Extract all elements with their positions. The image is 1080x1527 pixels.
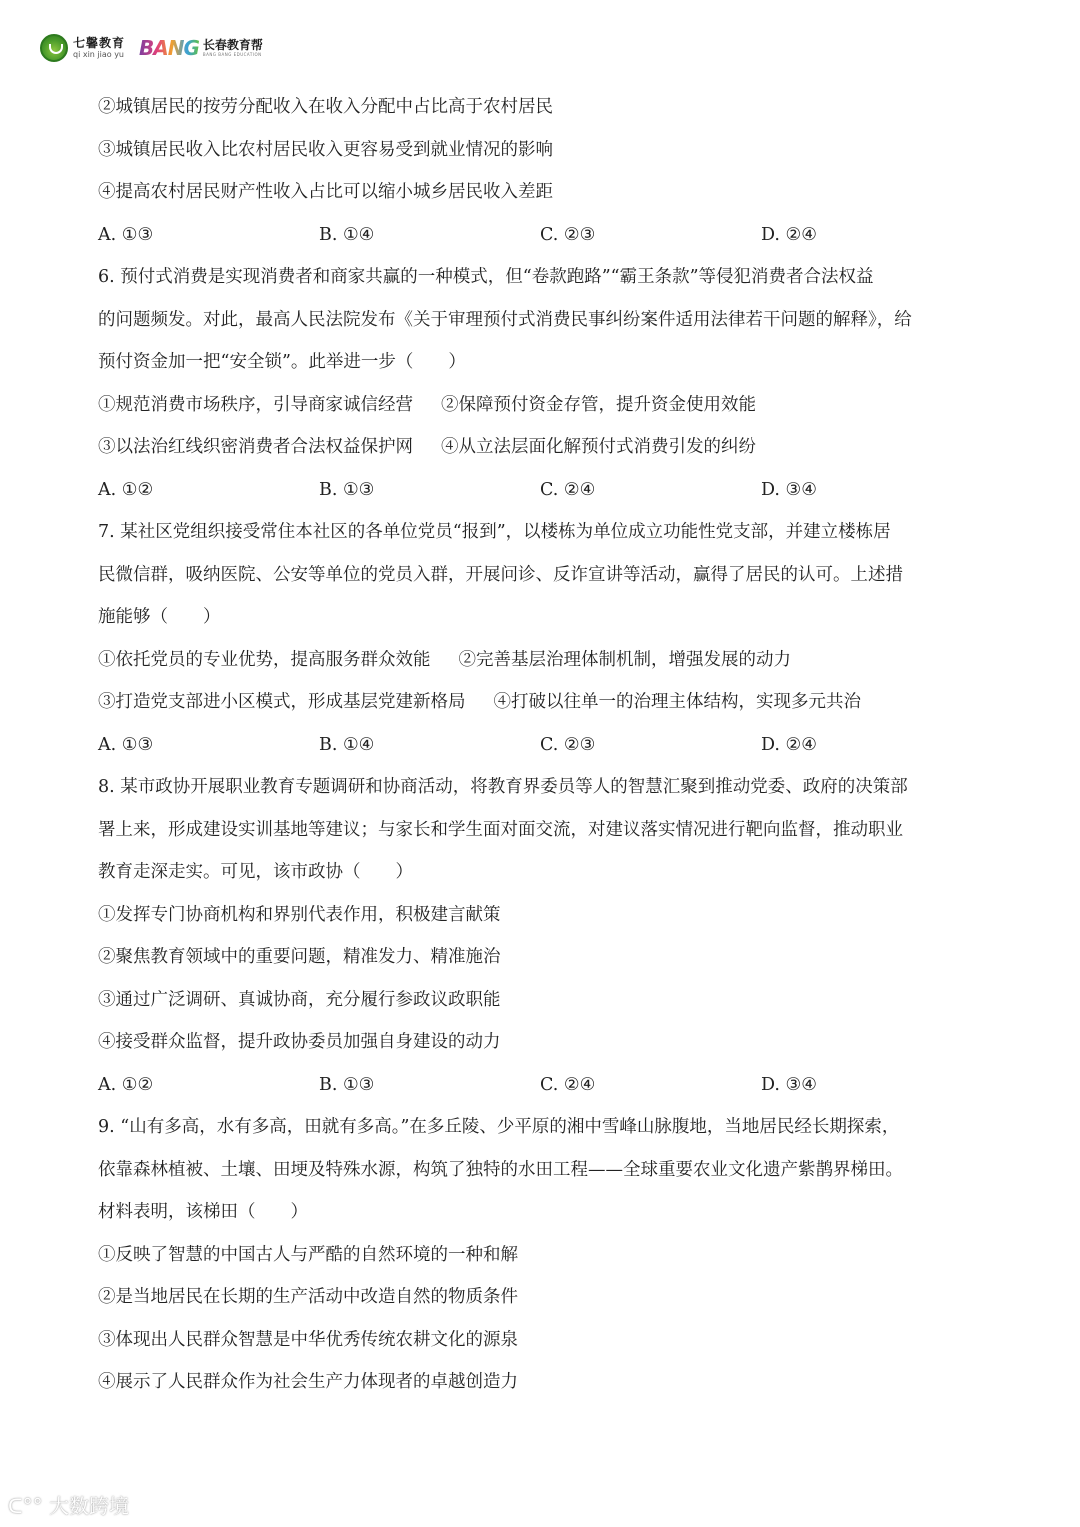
answer-d: D. ②④ (761, 734, 817, 755)
logo2-english-name: BANG BANG EDUCATION (202, 52, 262, 57)
option-1: ①依托党员的专业优势，提高服务群众效能 (98, 649, 431, 670)
option-line: ②聚焦教育领域中的重要问题，精准发力、精准施治 (98, 947, 501, 967)
option-2: ②完善基层治理体制机制，增强发展的动力 (458, 649, 791, 670)
question-stem: 的问题频发。对此，最高人民法院发布《关于审理预付式消费民事纠纷案件适用法律若干问题的解释》，给 (98, 309, 912, 330)
question-5 (98, 86, 988, 256)
option-3: ③以法治红线织密消费者合法权益保护网 (98, 437, 413, 457)
logo2-chinese-name: 长春教育帮 (202, 38, 263, 52)
question-7 (98, 511, 988, 766)
answer-a: A. ①③ (98, 224, 154, 245)
option-line: ③通过广泛调研、真诚协商，充分履行参政议政职能 (98, 989, 501, 1010)
question-stem: 依靠森林植被、土壤、田埂及特殊水源，构筑了独特的水田工程——全球重要农业文化遗产紫鹊界梯田。 (98, 1159, 903, 1180)
answer-choices (98, 214, 988, 257)
answer-choices (98, 1064, 988, 1107)
answer-d: D. ③④ (761, 1074, 817, 1095)
answer-a: A. ①② (98, 1074, 154, 1095)
option-2: ②保障预付资金存管，提升资金使用效能 (441, 394, 756, 415)
question-stem: 6. 预付式消费是实现消费者和商家共赢的一种模式，但“卷款跑路”“霸王条款”等侵犯消费者合法权益 (98, 267, 874, 287)
option-4: ④从立法层面化解预付式消费引发的纠纷 (441, 437, 756, 457)
option-4: ④打破以往单一的治理主体结构，实现多元共治 (493, 692, 861, 712)
answer-choices (98, 469, 988, 512)
question-stem: 9. “山有多高，水有多高，田就有多高。”在多丘陵、少平原的湘中雪峰山脉腹地，当地居民经长期探索， (98, 1117, 900, 1137)
watermark-text: 大数跨境 (48, 1494, 129, 1518)
answer-b: B. ①③ (319, 479, 375, 500)
answer-c: C. ②③ (540, 224, 596, 245)
option-pair (98, 426, 988, 469)
sprout-logo-icon (40, 34, 68, 62)
question-stem: 材料表明，该梯田（ ） (98, 1202, 308, 1222)
option-pair (98, 681, 988, 724)
answer-d: D. ③④ (761, 479, 817, 500)
bang-education-logo (139, 36, 263, 60)
answer-c: C. ②④ (540, 1074, 596, 1095)
answer-d: D. ②④ (761, 224, 817, 245)
question-stem: 署上来，形成建设实训基地等建议；与家长和学生面对面交流，对建议落实情况进行靶向监督，推动职业 (98, 819, 903, 840)
option-pair (98, 639, 988, 682)
option-line: ③体现出人民群众智慧是中华优秀传统农耕文化的源泉 (98, 1329, 518, 1350)
option-line: ④接受群众监督，提升政协委员加强自身建设的动力 (98, 1032, 501, 1052)
answer-choices (98, 724, 988, 767)
answer-a: A. ①② (98, 479, 154, 500)
answer-b: B. ①④ (319, 734, 375, 755)
question-stem: 7. 某社区党组织接受常住本社区的各单位党员“报到”，以楼栋为单位成立功能性党支部，并建立楼栋居 (98, 522, 891, 542)
option-line: ④提高农村居民财产性收入占比可以缩小城乡居民收入差距 (98, 182, 553, 202)
option-pair (98, 384, 988, 427)
logo1-chinese-name: 七馨教育 (73, 36, 126, 50)
logo1-pinyin: qi xin jiao yu (73, 50, 125, 59)
question-9 (98, 1106, 988, 1404)
page-header (40, 28, 263, 68)
bang-logo-mark: BANG (139, 36, 199, 60)
answer-a: A. ①③ (98, 734, 154, 755)
question-8 (98, 766, 988, 1106)
question-6 (98, 256, 988, 511)
qixin-education-logo (40, 34, 125, 62)
exam-content (98, 86, 988, 1404)
answer-c: C. ②④ (540, 479, 596, 500)
answer-c: C. ②③ (540, 734, 596, 755)
option-line: ①发挥专门协商机构和界别代表作用，积极建言献策 (98, 904, 501, 925)
option-line: ②是当地居民在长期的生产活动中改造自然的物质条件 (98, 1287, 518, 1307)
option-line: ③城镇居民收入比农村居民收入更容易受到就业情况的影响 (98, 139, 553, 160)
option-1: ①规范消费市场秩序，引导商家诚信经营 (98, 394, 413, 415)
question-stem: 预付资金加一把“安全锁”。此举进一步（ ） (98, 352, 466, 372)
question-stem: 教育走深走实。可见，该市政协（ ） (98, 862, 413, 882)
question-stem: 8. 某市政协开展职业教育专题调研和协商活动，将教育界委员等人的智慧汇聚到推动党委、政府的决策部 (98, 777, 908, 797)
option-line: ②城镇居民的按劳分配收入在收入分配中占比高于农村居民 (98, 97, 553, 117)
answer-b: B. ①④ (319, 224, 375, 245)
option-line: ①反映了智慧的中国古人与严酷的自然环境的一种和解 (98, 1244, 518, 1265)
watermark (8, 1490, 129, 1519)
option-3: ③打造党支部进小区模式，形成基层党建新格局 (98, 692, 466, 712)
question-stem: 民微信群，吸纳医院、公安等单位的党员入群，开展问诊、反诈宣讲等活动，赢得了居民的认可。上述措 (98, 564, 903, 585)
option-line: ④展示了人民群众作为社会生产力体现者的卓越创造力 (98, 1372, 518, 1392)
question-stem: 施能够（ ） (98, 607, 221, 627)
watermark-logo-icon: ᑕ°° (8, 1494, 43, 1518)
answer-b: B. ①③ (319, 1074, 375, 1095)
